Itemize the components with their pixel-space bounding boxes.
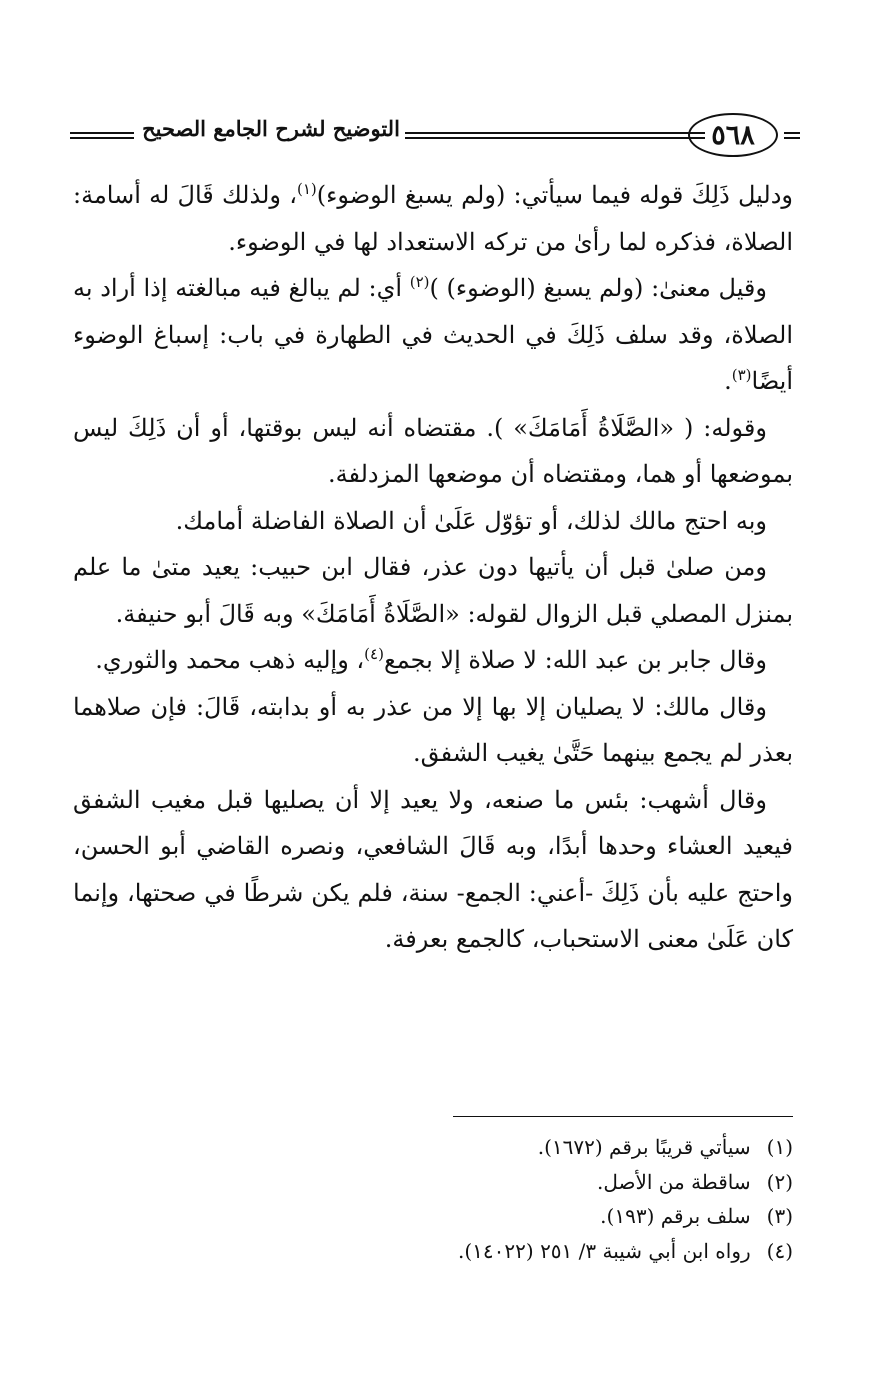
header-rule-left [70, 132, 134, 139]
footnote [73, 1234, 793, 1269]
paragraph-text: أي: لم يبالغ فيه مبالغته إذا أراد به الصلاة، وقد سلف ذَلِكَ في الحديث في الطهارة في باب: إسباغ الوضوء أيضًا [73, 274, 793, 395]
footnote-reference: (٤) [364, 645, 384, 663]
paragraph [73, 405, 793, 498]
running-header [70, 110, 800, 160]
footnote [73, 1130, 793, 1165]
footnote-separator [453, 1116, 793, 1117]
paragraph [73, 684, 793, 777]
paragraph [73, 637, 793, 684]
paragraph [73, 498, 793, 545]
paragraph-text: . [724, 367, 732, 395]
footnote-number: (٤) [766, 1238, 793, 1263]
footnote-text: رواه ابن أبي شيبة ٣/ ٢٥١ (١٤٠٢٢). [458, 1238, 751, 1263]
paragraph-text: وبه احتج مالك لذلك، أو تؤوّل عَلَىٰ أن الصلاة الفاضلة أمامك. [175, 506, 767, 535]
header-rule-middle [405, 132, 705, 139]
footnote-text: سيأتي قريبًا برقم (١٦٧٢). [537, 1135, 751, 1159]
paragraph-text: وقيل معنىٰ: (ولم يسبغ (الوضوء) ) [429, 274, 767, 302]
footnote-reference: (١) [296, 180, 317, 198]
footnote-reference: (٣) [731, 366, 752, 384]
paragraph-text: ومن صلىٰ قبل أن يأتيها دون عذر، فقال ابن حبيب: يعيد متىٰ ما علم بمنزل المصلي قبل الزوال لقوله: «الصَّلَاةُ أَمَامَكَ» وبه قَالَ أبو حنيفة. [73, 553, 793, 628]
paragraph-text: وقال أشهب: بئس ما صنعه، ولا يعيد إلا أن يصليها قبل مغيب الشفق فيعيد العشاء وحدها أبدًا، وبه قَالَ الشافعي، ونصره القاضي أبو الحسن، واحتج عليه بأن ذَلِكَ -أعني: الجمع- سنة، فلم يكن شرطًا في صحتها، وإنما كان عَلَىٰ معنى الاستحباب، كالجمع بعرفة. [73, 785, 793, 953]
paragraph-text: وقوله: ( «الصَّلَاةُ أَمَامَكَ» ). مقتضاه أنه ليس بوقتها، أو أن ذَلِكَ ليس بموضعها أو هما، ومقتضاه أن موضعها المزدلفة. [73, 413, 793, 488]
footnote [73, 1165, 793, 1200]
footnote-number: (٣) [766, 1204, 793, 1228]
paragraph [73, 777, 793, 963]
paragraph-text: وقال جابر بن عبد الله: لا صلاة إلا بجمع [383, 646, 767, 674]
paragraph-text: ، وإليه ذهب محمد والثوري. [95, 646, 365, 674]
header-rule-right [784, 132, 800, 139]
footnote-reference: (٢) [409, 273, 430, 291]
paragraph-text: ودليل ذَلِكَ قوله فيما سيأتي: (ولم يسبغ الوضوء) [316, 181, 794, 209]
page-number: ٥٦٨ [711, 119, 755, 151]
footnote-number: (١) [766, 1135, 793, 1159]
paragraph-text: ، ولذلك قَالَ له أسامة: الصلاة، فذكره لما رأىٰ من تركه الاستعداد لها في الوضوء. [73, 181, 793, 256]
footnote [73, 1199, 793, 1234]
footnote-text: سلف برقم (١٩٣). [600, 1204, 751, 1228]
running-title: التوضيح لشرح الجامع الصحيح [142, 116, 400, 141]
paragraph-text: وقال مالك: لا يصليان إلا بها إلا من عذر به أو بدابته، قَالَ: فإن صلاهما بعذر لم يجمع بينهما حَتَّىٰ يغيب الشفق. [73, 692, 793, 767]
paragraph [73, 265, 793, 405]
footnote-text: ساقطة من الأصل. [596, 1169, 751, 1194]
paragraph [73, 544, 793, 637]
footnotes-list [73, 1130, 793, 1268]
footnote-number: (٢) [766, 1169, 793, 1194]
main-text [73, 172, 793, 963]
paragraph [73, 172, 793, 265]
